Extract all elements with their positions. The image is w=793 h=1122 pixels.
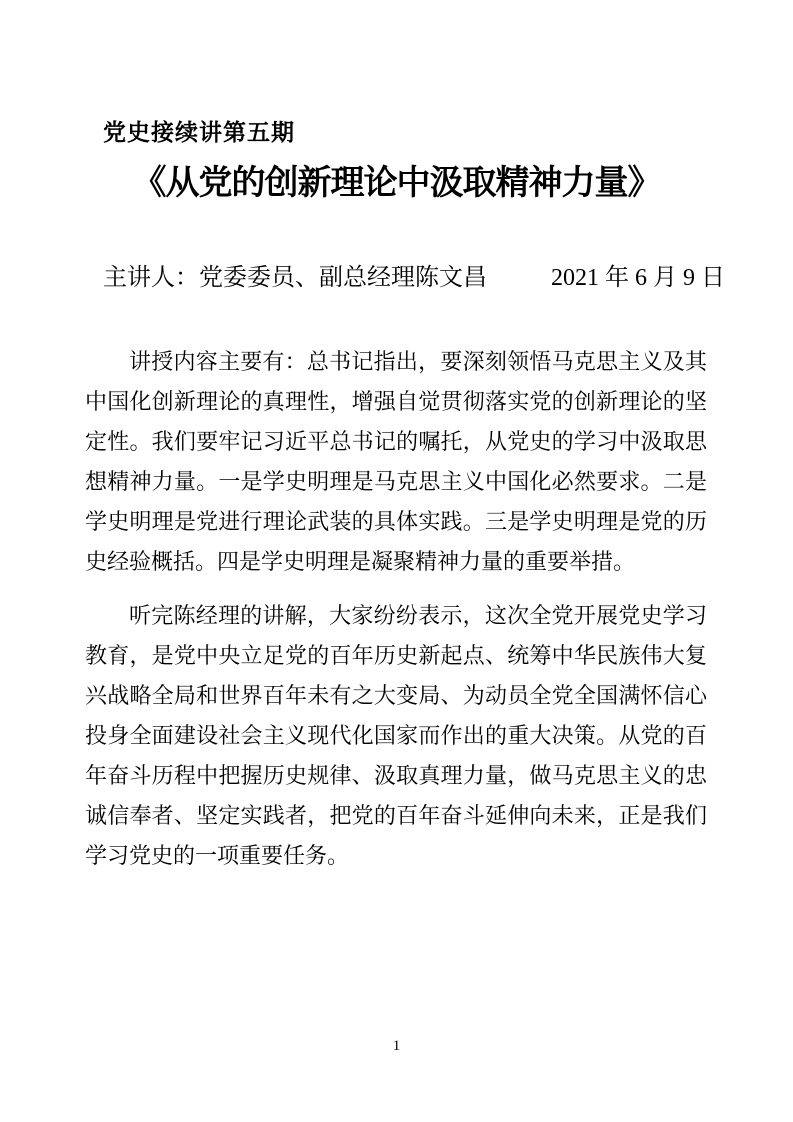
lecture-date: 2021 年 6 月 9 日 [551,265,725,291]
speaker-name: 主讲人：党委委员、副总经理陈文昌 [103,265,487,291]
paragraph-1: 讲授内容主要有：总书记指出，要深刻领悟马克思主义及其中国化创新理论的真理性，增强自觉贯彻落实党的创新理论的坚定性。我们要牢记习近平总书记的嘱托，从党史的学习中汲取思想精神力量。一是学史明理是马克思主义中国化必然要求。二是学史明理是党进行理论武装的具体实践。三是学史明理是党的历史经验概括。四是学史明理是凝聚精神力量的重要举措。 [85,349,707,574]
speaker-line [103,262,725,294]
document-body [85,342,707,876]
page-number: 1 [392,1038,401,1054]
series-label: 党史接续讲第五期 [103,119,295,145]
document-title: 《从党的创新理论中汲取精神力量》 [132,165,661,202]
paragraph-2: 听完陈经理的讲解，大家纷纷表示，这次全党开展党史学习教育，是党中央立足党的百年历史新起点、统筹中华民族伟大复兴战略全局和世界百年未有之大变局、为动员全党全国满怀信心投身全面建设社会主义现代化国家而作出的重大决策。从党的百年奋斗历程中把握历史规律、汲取真理力量，做马克思主义的忠诚信奉者、坚定实践者，把党的百年奋斗延伸向未来，正是我们学习党史的一项重要任务。 [85,603,707,868]
